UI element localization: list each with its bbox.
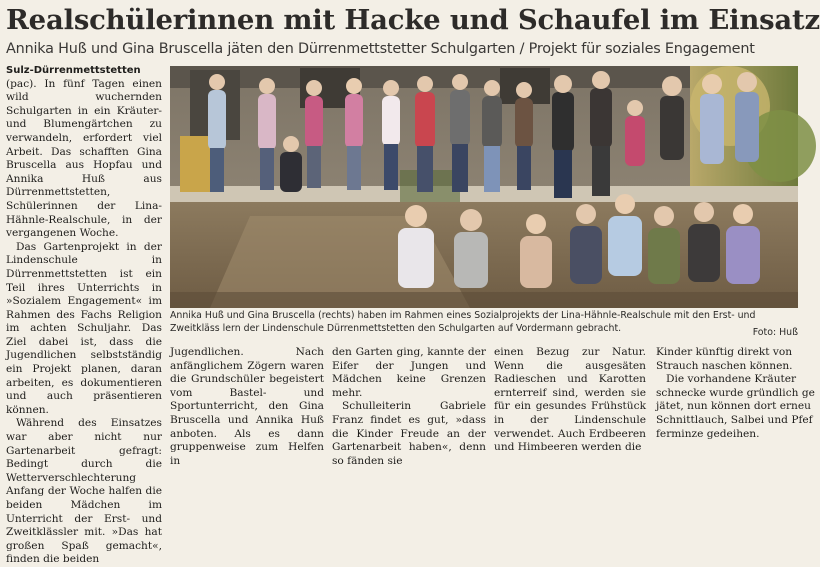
article-paragraph: den Garten ging, kannte der Eifer der Jungen und Mädchen keine Grenzen mehr. [332,346,486,399]
article-subheadline: Annika Huß und Gina Bruscella jäten den Dürrenmettstetter Schulgarten / Projekt für soziales Engagement [6,41,755,57]
text-line: Strauch naschen können. [656,359,793,372]
dateline: Sulz-Dürrenmettstetten [6,65,141,76]
text-line: schnecke wurde gründlich ge [656,386,815,399]
article-paragraph [6,64,162,241]
article-paragraph: Jugendlichen. Nach anfänglichem Zögern waren die Grundschüler begeistert vom Bastel- und Sportunterricht, den Gina Bruscella und Annika Huß anboten. Als es dann gruppenweise zum Helfen in [170,346,324,467]
paragraph-text: (pac). In fünf Tagen einen wild wuchernden Schulgarten in ein Kräuter- und Blumengärtchen zu verwandeln, erfordert viel Arbeit. Das schafften Gina Bruscella aus Hopfau und Annika Huß aus Dürrenmettstetten, Schülerinnen der Lina-Hähnle-Realschule, in der vergangenen Woche. [6,77,162,240]
text-line: Schnittlauch, Salbei und Pfef [656,413,813,426]
article-paragraph: Während des Einsatzes war aber nicht nur Gartenarbeit gefragt: Bedingt durch die Wetterverschlechterung Anfang der Woche halfen die beiden Mädchen im Unterricht der Erst- und Zweitklässler mit. »Das hat großen Spaß gemacht«, finden die beiden [6,417,162,566]
group-photo [170,66,798,308]
text-line: Die vorhandene Kräuter [666,373,797,386]
article-paragraph: Schulleiterin Gabriele Franz findet es gut, »dass die Kinder Freude an der Gartenarbeit haben«, denn so fänden sie [332,400,486,467]
text-line: jätet, nun können dort erneu [656,400,811,413]
article-column-5 [656,346,815,440]
text-line: Kinder künftig direkt von [656,346,793,358]
article-column-4 [494,346,646,454]
article-column-1 [6,64,162,566]
text-line: ferminze gedeihen. [656,427,760,440]
article-paragraph: Das Gartenprojekt in der Lindenschule in Dürrenmettstetten ist ein Teil ihres Unterrichts in »Sozialem Engagement« im Rahmen des Fachs Religion im achten Schuljahr. Das Ziel dabei ist, dass die Jugendlichen selbstständig ein Projekt planen, daran arbeiten, es dokumentieren und auch präsentieren können. [6,240,162,416]
caption-text: Annika Huß und Gina Bruscella (rechts) haben im Rahmen eines Sozialprojekts der Lina-Hähnle-Realschule mit den Erst- und Zweitkläss lern der Lindenschule Dürrenmettstetten den Schulgarten auf Vordermann gebracht. [170,310,756,334]
article-paragraph: einen Bezug zur Natur. Wenn die ausgesäten Radieschen und Karotten ernterreif sind, werden sie für ein gesundes Frühstück in der Lindenschule verwendet. Auch Erdbeeren und Himbeeren werden die [494,346,646,454]
photo-credit: Foto: Huß [752,327,798,339]
article-headline: Realschülerinnen mit Hacke und Schaufel im Einsatz [6,4,820,36]
article-column-3 [332,346,486,467]
article-column-2 [170,346,324,467]
photo-caption [170,310,798,340]
